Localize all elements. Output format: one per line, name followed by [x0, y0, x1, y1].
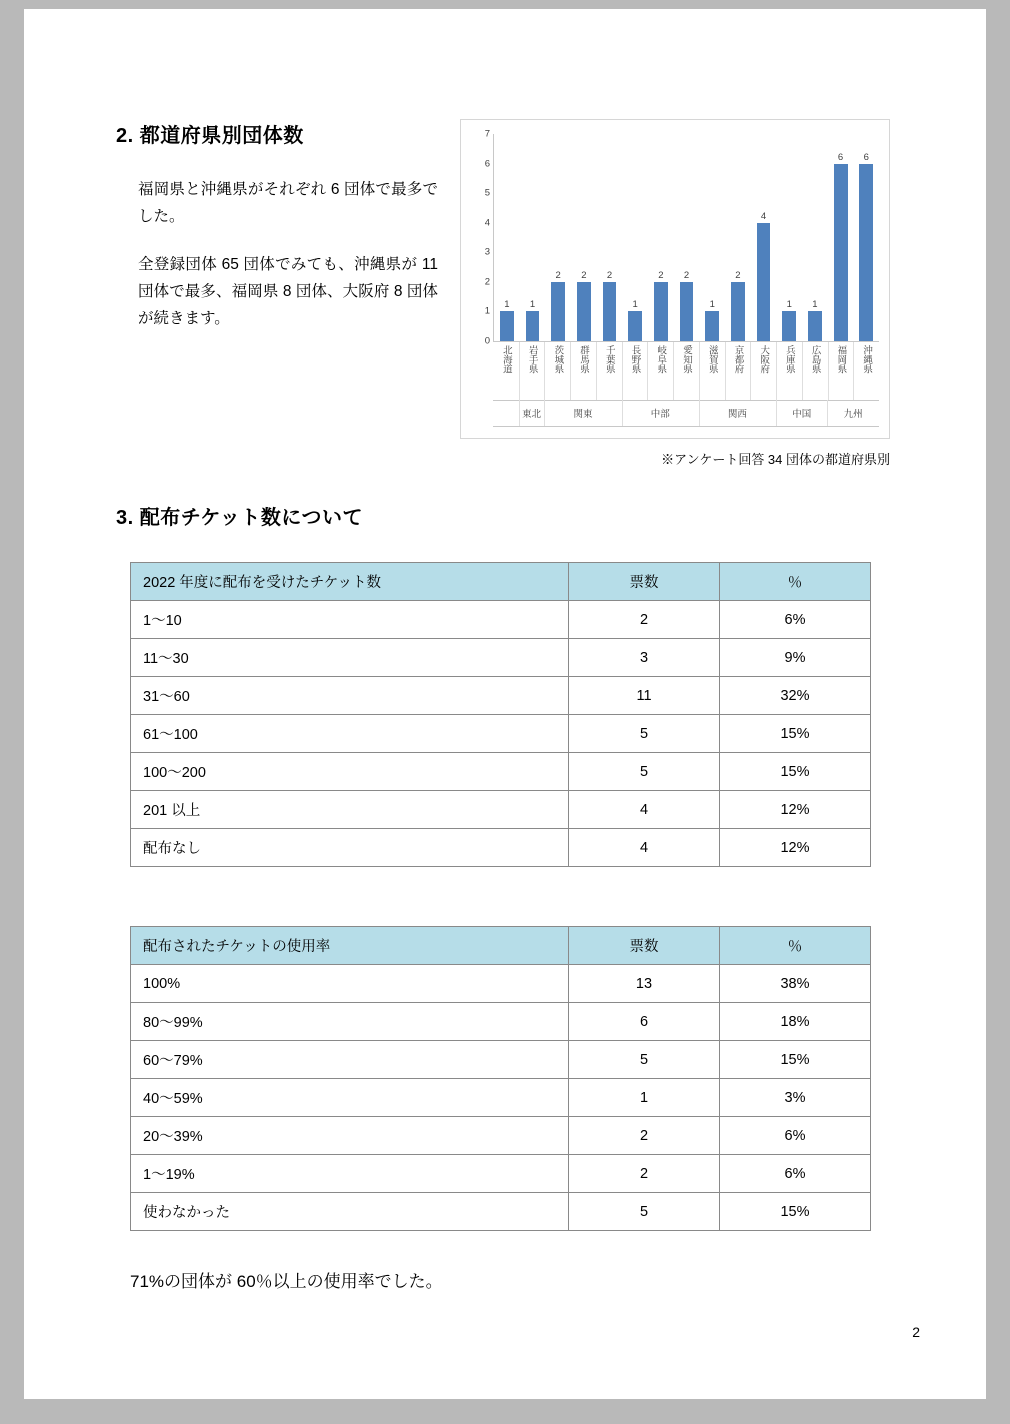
chart-x-tick-label: 茨城県: [552, 345, 564, 374]
section-3-heading: 3. 配布チケット数について: [116, 507, 364, 529]
chart-bar-value-label: 1: [709, 299, 715, 311]
column-header-votes: 票数: [569, 927, 720, 965]
chart-x-tick: [647, 342, 673, 400]
chart-bar-value-label: 1: [504, 299, 510, 311]
chart-bar-value-label: 6: [837, 151, 844, 163]
chart-bar: [757, 223, 771, 341]
chart-bar-value-label: 4: [760, 210, 767, 222]
chart-x-tick: [519, 342, 545, 400]
table-row: [131, 1079, 871, 1117]
chart-bar-cell: [520, 134, 546, 341]
chart-bar: [628, 311, 642, 341]
chart-bar-value-label: 1: [529, 299, 536, 311]
chart-y-tick: 4: [484, 217, 490, 229]
cell-percent: 6%: [720, 1117, 871, 1155]
chart-bar-value-label: 2: [581, 269, 587, 281]
chart-region-label: 関西: [699, 400, 776, 426]
chart-x-axis-labels: [493, 342, 879, 401]
cell-percent: 18%: [720, 1003, 871, 1041]
ticket-usage-rate-table: [130, 926, 871, 1231]
chart-region-label: 東北: [519, 400, 545, 426]
chart-x-tick-label: 長野県: [629, 345, 641, 374]
chart-bar-value-label: 2: [606, 269, 613, 281]
page-number: 2: [912, 1324, 920, 1340]
chart-bar-cell: [699, 134, 725, 341]
chart-x-tick-label: 北海道: [500, 345, 512, 374]
cell-category: 1〜10: [131, 601, 569, 639]
chart-bar-value-label: 6: [863, 151, 869, 163]
table-row: [131, 829, 871, 867]
prefecture-bar-chart: [460, 119, 890, 439]
chart-bar: [808, 311, 822, 341]
chart-x-tick-label: 大阪府: [758, 345, 770, 374]
chart-x-tick-label: 滋賀県: [706, 345, 718, 374]
cell-category: 配布なし: [131, 829, 569, 867]
cell-category: 31〜60: [131, 677, 569, 715]
chart-region-label: [493, 400, 519, 426]
chart-plot-area: [484, 128, 879, 347]
chart-x-tick: [828, 342, 854, 400]
chart-bar-cell: [776, 134, 802, 341]
chart-note: ※アンケート回答 34 団体の都道府県別: [661, 452, 890, 467]
chart-x-tick: [622, 342, 648, 400]
column-header-percent: ％: [720, 563, 871, 601]
chart-y-tick: 6: [484, 158, 490, 170]
chart-bar-value-label: 2: [555, 269, 561, 281]
cell-votes: 5: [569, 1193, 720, 1231]
chart-inner: [461, 120, 889, 438]
chart-bar: [680, 282, 694, 341]
chart-bar: [603, 282, 617, 341]
cell-percent: 15%: [720, 753, 871, 791]
table-row: [131, 639, 871, 677]
chart-bar: [577, 282, 591, 341]
chart-y-tick: 2: [484, 276, 490, 288]
chart-x-tick: [750, 342, 776, 400]
chart-bar-cell: [545, 134, 571, 341]
chart-region-label: 中部: [622, 400, 699, 426]
chart-bar-cell: [571, 134, 597, 341]
cell-votes: 2: [569, 1117, 720, 1155]
chart-x-tick: [673, 342, 699, 400]
chart-region-row: [493, 400, 879, 427]
cell-category: 100〜200: [131, 753, 569, 791]
chart-y-tick: 0: [484, 335, 490, 347]
cell-votes: 11: [569, 677, 720, 715]
table-row: [131, 1155, 871, 1193]
section-2-paragraph-1: 福岡県と沖縄県がそれぞれ 6 団体で最多でした。: [138, 181, 438, 225]
chart-bar-cell: [725, 134, 751, 341]
chart-bar-cell: [828, 134, 854, 341]
table-row: [131, 715, 871, 753]
document-page: [24, 9, 986, 1399]
chart-bar: [654, 282, 668, 341]
chart-x-tick-label: 岐阜県: [655, 345, 667, 374]
chart-x-tick-label: 福岡県: [835, 345, 847, 374]
chart-x-tick-label: 兵庫県: [783, 345, 795, 374]
chart-x-tick: [544, 342, 570, 400]
column-header-percent: ％: [720, 927, 871, 965]
chart-x-tick: [853, 342, 879, 400]
chart-x-tick: [802, 342, 828, 400]
cell-percent: 3%: [720, 1079, 871, 1117]
cell-percent: 15%: [720, 1041, 871, 1079]
chart-bar-value-label: 2: [683, 269, 690, 281]
table-row: [131, 753, 871, 791]
chart-bar: [500, 311, 514, 341]
chart-bar-cell: [853, 134, 879, 341]
cell-percent: 12%: [720, 791, 871, 829]
closing-text: 71%の団体が 60％以上の使用率でした。: [130, 1272, 443, 1291]
cell-category: 61〜100: [131, 715, 569, 753]
table-header-row: [131, 927, 871, 965]
column-header-category: 2022 年度に配布を受けたチケット数: [131, 563, 569, 601]
chart-x-tick-label: 群馬県: [578, 345, 590, 374]
section-2-paragraph-2: 全登録団体 65 団体でみても、沖縄県が 11 団体で最多、福岡県 8 団体、大阪府 8 団体が続きます。: [138, 256, 438, 327]
cell-category: 1〜19%: [131, 1155, 569, 1193]
chart-bar-cell: [494, 134, 520, 341]
section-2-body: [138, 177, 438, 354]
table-row: [131, 601, 871, 639]
chart-x-tick-label: 京都府: [732, 345, 744, 374]
cell-category: 100%: [131, 965, 569, 1003]
cell-votes: 5: [569, 1041, 720, 1079]
chart-x-tick-label: 沖縄県: [861, 345, 873, 374]
cell-percent: 6%: [720, 1155, 871, 1193]
chart-bar-cell: [674, 134, 700, 341]
cell-percent: 15%: [720, 1193, 871, 1231]
chart-bar: [551, 282, 565, 341]
cell-votes: 5: [569, 715, 720, 753]
cell-votes: 13: [569, 965, 720, 1003]
chart-bar: [705, 311, 719, 341]
cell-votes: 2: [569, 601, 720, 639]
table-row: [131, 1003, 871, 1041]
chart-bar-value-label: 1: [632, 299, 638, 311]
chart-region-label: 九州: [827, 400, 878, 426]
chart-y-tick: 1: [484, 305, 490, 317]
table-row: [131, 791, 871, 829]
cell-votes: 2: [569, 1155, 720, 1193]
cell-votes: 5: [569, 753, 720, 791]
cell-percent: 38%: [720, 965, 871, 1003]
cell-votes: 6: [569, 1003, 720, 1041]
cell-category: 11〜30: [131, 639, 569, 677]
chart-x-tick: [725, 342, 751, 400]
chart-bar-value-label: 2: [658, 269, 664, 281]
ticket-count-table: [130, 562, 871, 867]
chart-y-tick: 5: [484, 187, 490, 199]
chart-x-tick-label: 広島県: [809, 345, 821, 374]
chart-x-tick: [570, 342, 596, 400]
chart-bar-cell: [648, 134, 674, 341]
chart-y-tick: 3: [484, 246, 490, 258]
table-row: [131, 1193, 871, 1231]
chart-bar-value-label: 2: [735, 269, 741, 281]
cell-percent: 9%: [720, 639, 871, 677]
chart-bar: [834, 164, 848, 341]
chart-bars: [494, 134, 879, 341]
cell-percent: 6%: [720, 601, 871, 639]
column-header-category: 配布されたチケットの使用率: [131, 927, 569, 965]
cell-category: 201 以上: [131, 791, 569, 829]
chart-x-tick: [699, 342, 725, 400]
chart-region-label: 関東: [544, 400, 621, 426]
chart-y-tick: 7: [484, 128, 490, 140]
cell-votes: 1: [569, 1079, 720, 1117]
cell-percent: 15%: [720, 715, 871, 753]
chart-bar: [859, 164, 873, 341]
chart-bar-cell: [597, 134, 623, 341]
cell-votes: 4: [569, 829, 720, 867]
cell-votes: 4: [569, 791, 720, 829]
cell-category: 60〜79%: [131, 1041, 569, 1079]
cell-category: 使わなかった: [131, 1193, 569, 1231]
chart-x-tick-label: 千葉県: [603, 345, 615, 374]
cell-votes: 3: [569, 639, 720, 677]
column-header-votes: 票数: [569, 563, 720, 601]
chart-x-tick-label: 愛知県: [680, 345, 692, 374]
table-row: [131, 1041, 871, 1079]
chart-bar-cell: [751, 134, 777, 341]
cell-percent: 32%: [720, 677, 871, 715]
cell-category: 80〜99%: [131, 1003, 569, 1041]
table-row: [131, 677, 871, 715]
chart-region-label: 中国: [776, 400, 827, 426]
chart-bar: [782, 311, 796, 341]
cell-percent: 12%: [720, 829, 871, 867]
section-2-heading: 2. 都道府県別団体数: [116, 125, 304, 147]
table-row: [131, 1117, 871, 1155]
chart-x-tick-label: 岩手県: [526, 345, 538, 374]
cell-category: 20〜39%: [131, 1117, 569, 1155]
chart-x-tick: [596, 342, 622, 400]
cell-category: 40〜59%: [131, 1079, 569, 1117]
table-header-row: [131, 563, 871, 601]
chart-bar: [526, 311, 540, 341]
chart-x-tick: [776, 342, 802, 400]
chart-x-tick: [493, 342, 519, 400]
chart-bar-value-label: 1: [812, 299, 818, 311]
chart-bar: [731, 282, 745, 341]
chart-bar-cell: [802, 134, 828, 341]
chart-bar-cell: [622, 134, 648, 341]
chart-bar-value-label: 1: [786, 299, 792, 311]
table-row: [131, 965, 871, 1003]
